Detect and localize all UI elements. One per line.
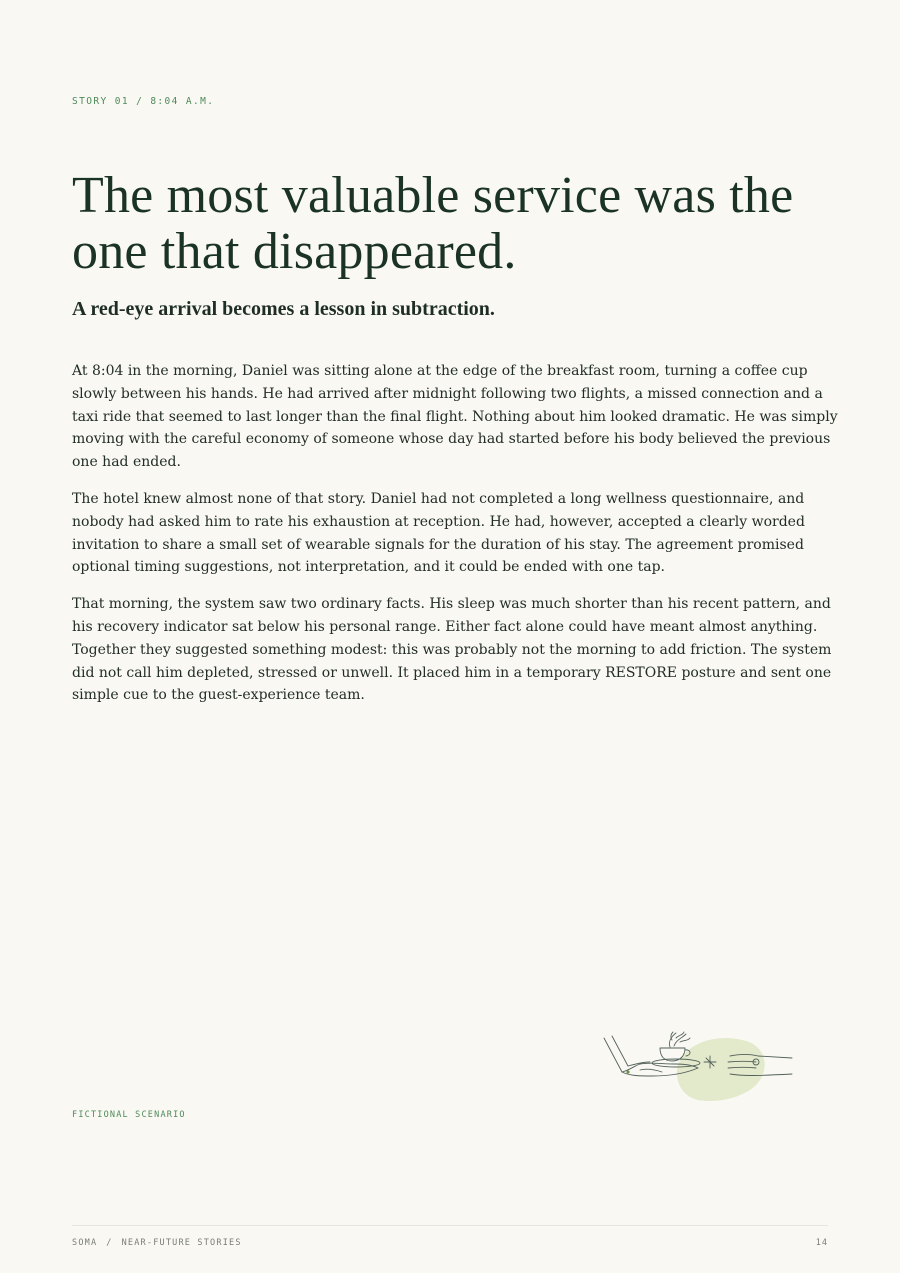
- page-number: 14: [815, 1238, 828, 1248]
- page-title: The most valuable service was the one that disappeared.: [72, 167, 794, 280]
- footer-section: NEAR-FUTURE STORIES: [121, 1238, 242, 1248]
- paragraph: At 8:04 in the morning, Daniel was sitting alone at the edge of the breakfast room, turning a coffee cup slowly between his hands. He had arrived after midnight following two flights, a missed connection and a taxi ride that seemed to last longer than the final flight. Nothing about him looked dramatic. He was simply moving with the careful economy of someone whose day had started before his body believed the previous one had ended.: [72, 363, 838, 471]
- footer-breadcrumb: [72, 1238, 242, 1248]
- hand-offering-cup-icon: [600, 1026, 796, 1106]
- paragraph: The hotel knew almost none of that story. Daniel had not completed a long wellness questionnaire, and nobody had asked him to rate his exhaustion at reception. He had, however, accepted a clearly worded invitation to share a small set of wearable signals for the duration of his stay. The agreement promised optional timing suggestions, not interpretation, and it could be ended with one tap.: [72, 490, 805, 576]
- story-body: [72, 360, 848, 721]
- footer-brand: SOMA: [72, 1238, 98, 1248]
- page-subtitle: A red-eye arrival becomes a lesson in subtraction.: [72, 298, 495, 320]
- footer-divider: [72, 1225, 828, 1226]
- scenario-label: FICTIONAL SCENARIO: [72, 1110, 186, 1120]
- paragraph: That morning, the system saw two ordinary facts. His sleep was much shorter than his recent pattern, and his recovery indicator sat below his personal range. Either fact alone could have meant almost anything. Together they suggested something modest: this was probably not the morning to add friction. The system did not call him depleted, stressed or unwell. It placed him in a temporary RESTORE posture and sent one simple cue to the guest-experience team.: [72, 596, 832, 704]
- story-kicker: STORY 01 / 8:04 A.M.: [72, 96, 215, 107]
- footer-separator: /: [106, 1238, 113, 1248]
